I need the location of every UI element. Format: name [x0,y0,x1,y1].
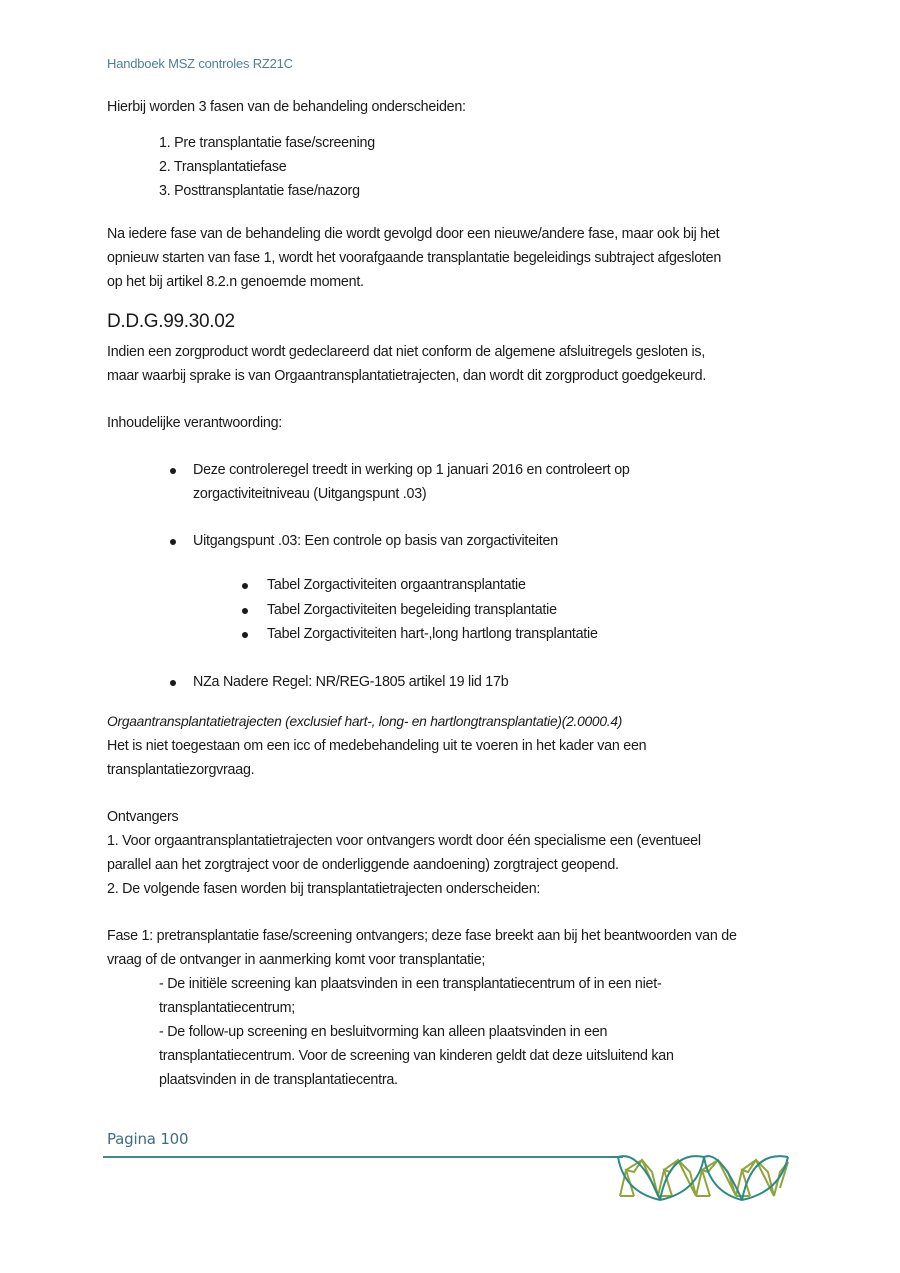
phase-item: 3. Posttransplantatie fase/nazorg [159,183,360,199]
detail-line: - De follow-up screening en besluitvorming kan alleen plaatsvinden in een [159,1023,608,1040]
footer-divider [103,1156,623,1158]
bullet-item [107,458,797,506]
paragraph-line: 2. De volgende fasen worden bij transplantatietrajecten onderscheiden: [107,880,541,897]
paragraph-line: 1. Voor orgaantransplantatietrajecten voor ontvangers wordt door één specialisme een (eventueel [107,832,701,849]
phase-list [107,131,797,203]
rule-description [107,340,797,388]
paragraph-line: maar waarbij sprake is van Orgaantransplantatietrajecten, dan wordt dit zorgproduct goedgekeurd. [107,368,707,384]
sub-bullet-item [107,622,797,647]
phase-paragraph [107,222,797,294]
phase-item: 1. Pre transplantatie fase/screening [159,135,375,151]
paragraph-line: parallel aan het zorgtraject voor de onderliggende aandoening) zorgtraject geopend. [107,856,619,873]
paragraph-line: Het is niet toegestaan om een icc of medebehandeling uit te voeren in het kader van een [107,737,647,754]
paragraph-line: opnieuw starten van fase 1, wordt het voorafgaande transplantatie begeleidings subtraject afgesloten [107,250,722,266]
bullet-line: Deze controleregel treedt in werking op 1 januari 2016 en controleert op [193,462,630,478]
bullet-icon [170,468,176,474]
bullet-item [107,670,797,694]
paragraph-line: Indien een zorgproduct wordt gedeclareerd dat niet conform de algemene afsluitregels gesloten is, [107,344,706,360]
bullet-icon [170,539,176,545]
sub-bullet-text: Tabel Zorgactiviteiten begeleiding transplantatie [267,601,557,618]
sub-bullet-text: Tabel Zorgactiviteiten orgaantransplantatie [267,577,526,593]
paragraph-line: vraag of de ontvanger in aanmerking komt voor transplantatie; [107,951,486,968]
page-content [107,95,797,1092]
recipients-heading: Ontvangers [107,808,179,825]
bullet-icon [242,608,248,614]
intro-text: Hierbij worden 3 fasen van de behandeling onderscheiden: [107,99,466,115]
detail-line: transplantatiecentrum; [159,999,295,1016]
detail-line: - De initiële screening kan plaatsvinden in een transplantatiecentrum of in een niet- [159,975,662,992]
justification-bullets [107,529,797,553]
document-header-title: Handboek MSZ controles RZ21C [107,56,293,71]
paragraph-line: transplantatiezorgvraag. [107,761,255,778]
rule-code-heading: D.D.G.99.30.02 [107,311,235,332]
justification-label: Inhoudelijke verantwoording: [107,415,283,431]
bullet-icon [242,632,248,638]
bullet-line: NZa Nadere Regel: NR/REG-1805 artikel 19 lid 17b [193,673,509,690]
detail-line: plaatsvinden in de transplantatiecentra. [159,1071,398,1088]
phase-item: 2. Transplantatiefase [159,159,287,175]
sub-bullet-text: Tabel Zorgactiviteiten hart-,long hartlong transplantatie [267,626,598,642]
paragraph-line: Fase 1: pretransplantatie fase/screening ontvangers; deze fase breekt aan bij het beantwoorden van de [107,927,737,944]
bullet-line: zorgactiviteitniveau (Uitgangspunt .03) [193,486,427,502]
detail-line: transplantatiecentrum. Voor de screening van kinderen geldt dat deze uitsluitend kan [159,1047,674,1064]
sub-bullet-item [107,598,797,623]
bullet-item [107,529,797,553]
page-number-label: Pagina 100 [107,1130,189,1148]
bullet-line: Uitgangspunt .03: Een controle op basis van zorgactiviteiten [193,533,558,549]
sub-bullet-list [107,573,797,647]
sub-bullet-item [107,573,797,598]
paragraph-line: op het bij artikel 8.2.n genoemde moment. [107,274,364,290]
logo-pattern-icon [612,1152,792,1204]
bullet-icon [242,583,248,589]
paragraph-line: Na iedere fase van de behandeling die wordt gevolgd door een nieuwe/andere fase, maar ook bij het [107,226,720,242]
justification-bullets [107,670,797,694]
justification-bullets [107,458,797,506]
bullet-icon [170,680,176,686]
section-italic-title: Orgaantransplantatietrajecten (exclusief hart-, long- en hartlongtransplantatie)(2.0000.4) [107,713,623,729]
